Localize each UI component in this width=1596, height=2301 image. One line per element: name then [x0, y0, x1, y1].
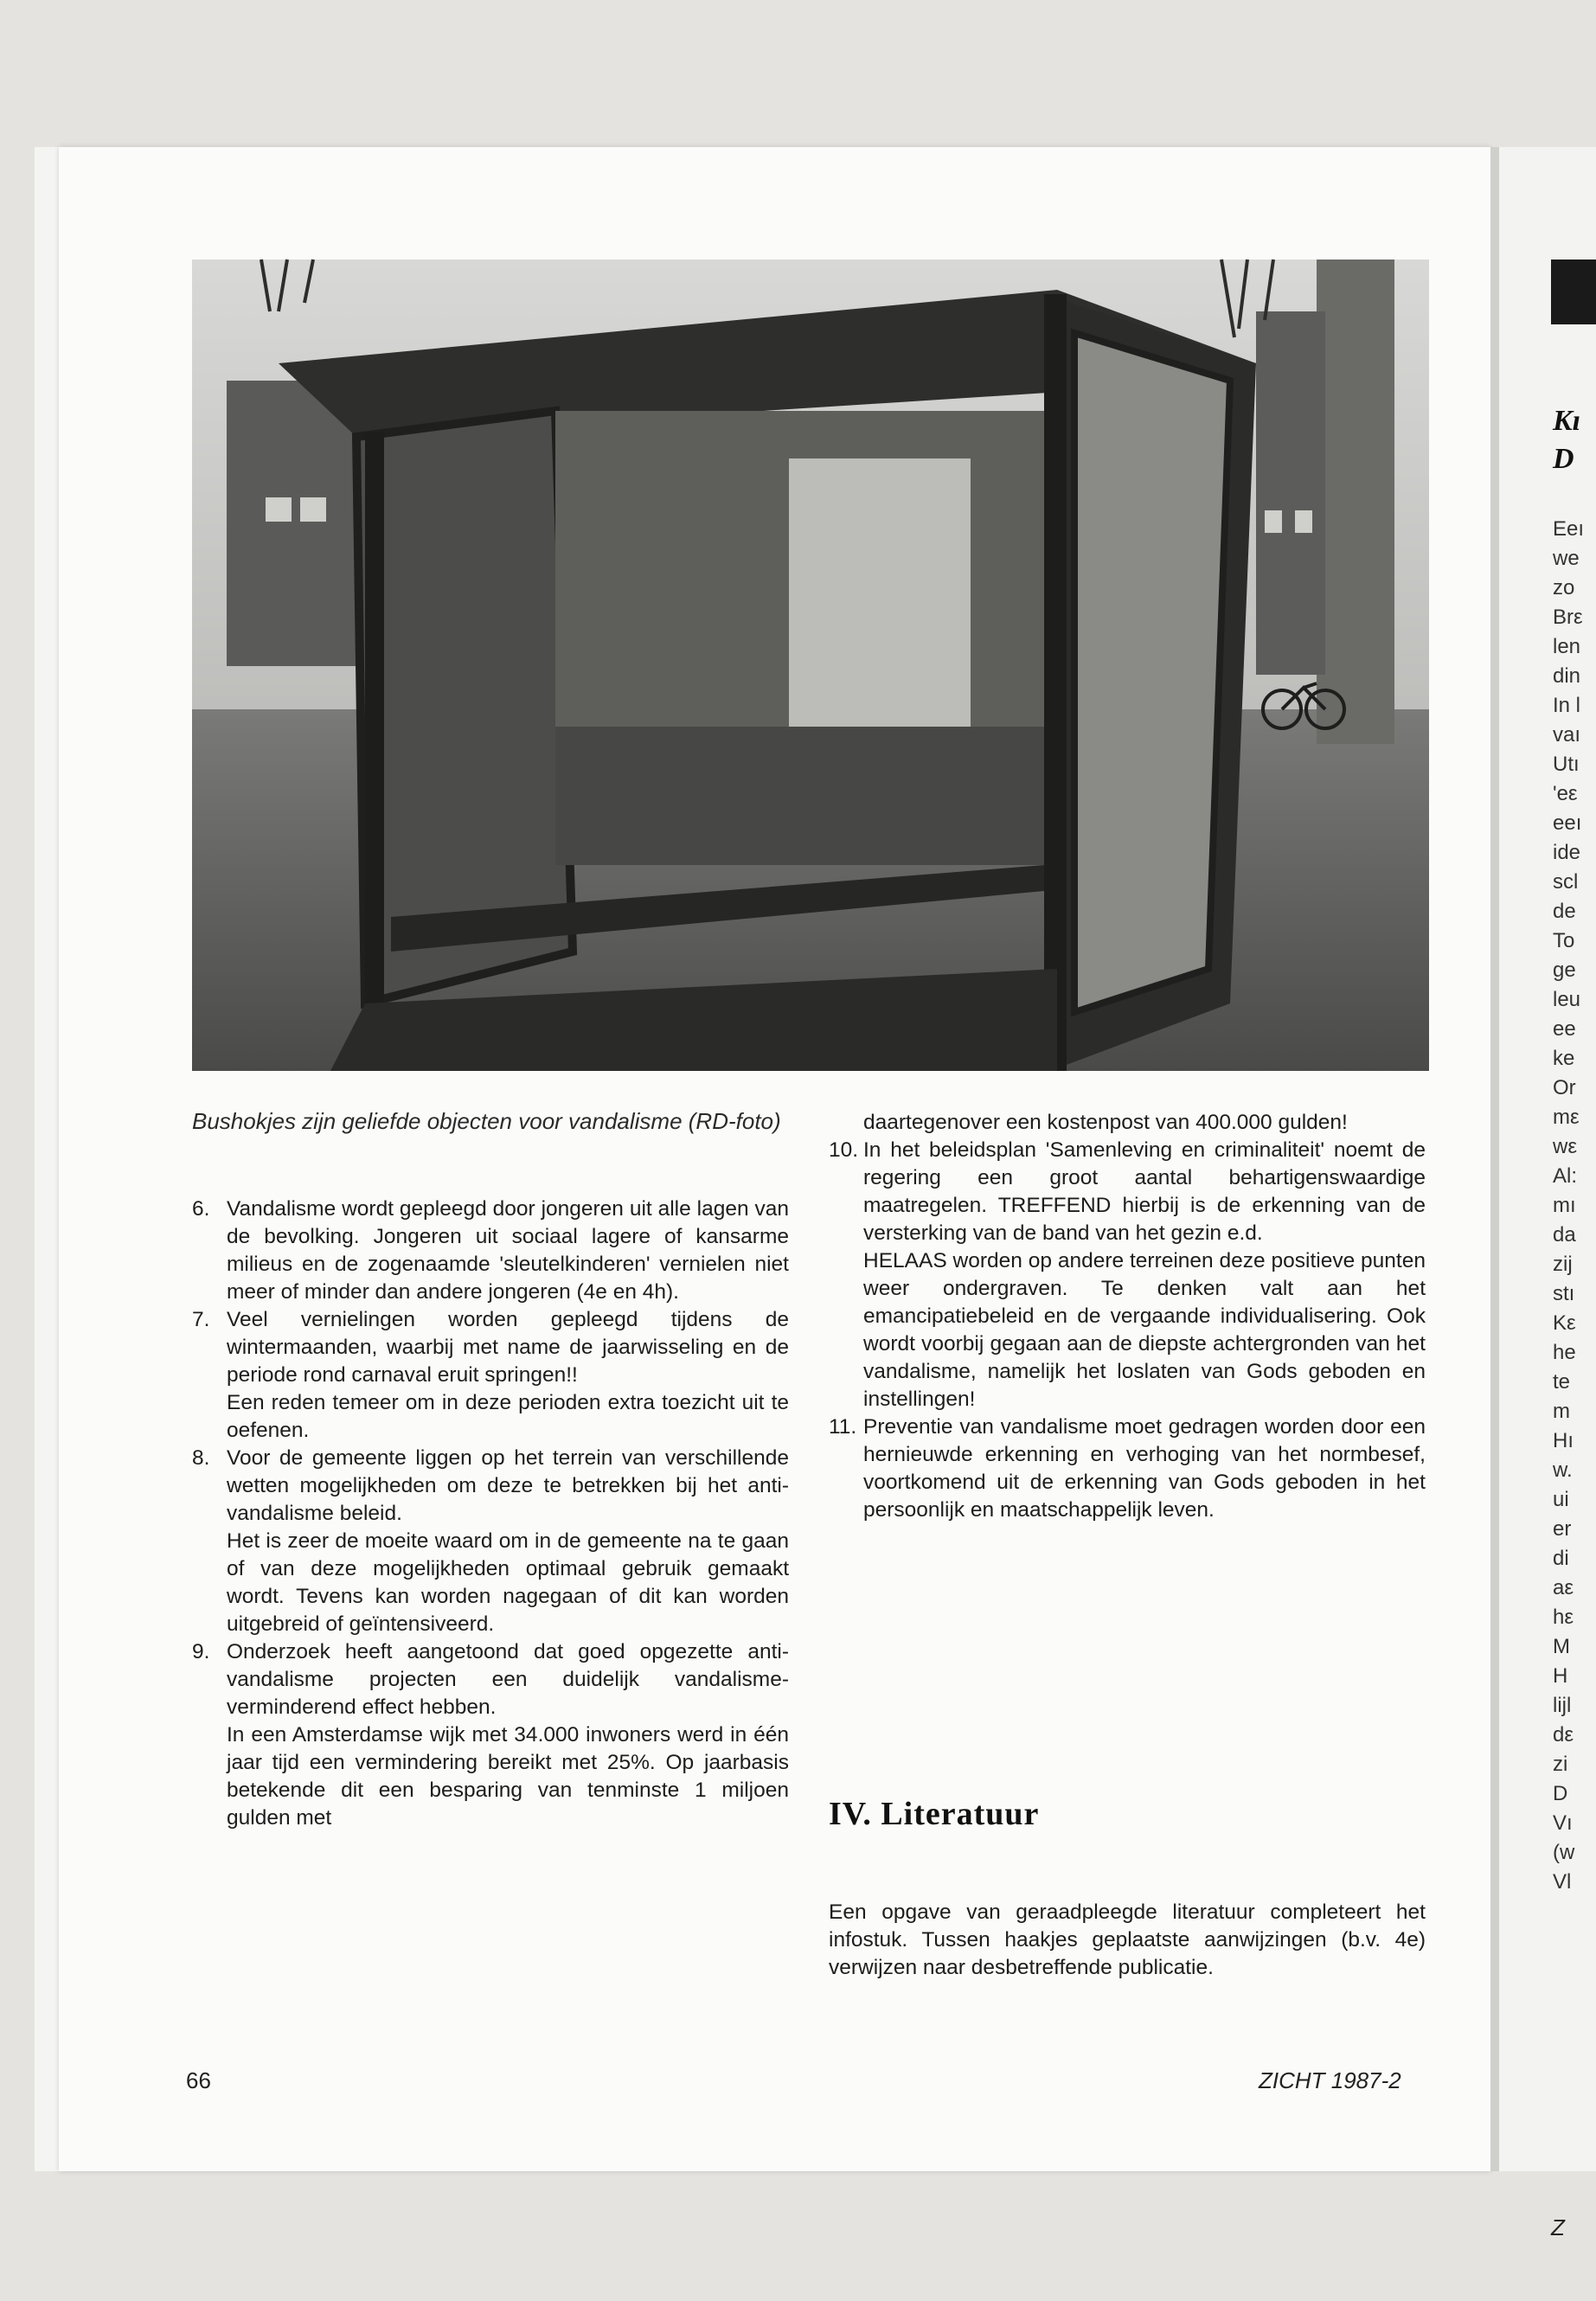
- item-number: 6.: [192, 1197, 210, 1221]
- next-page-heading: Kı D: [1553, 405, 1581, 475]
- item-number: 11.: [829, 1415, 857, 1439]
- item-body: [227, 1638, 789, 1832]
- continued-text: daartegenover een kostenpost van 400.000 gulden!: [863, 1111, 1348, 1134]
- next-page-badge: [1551, 260, 1596, 324]
- item-paragraph: Een reden temeer om in deze perioden extra toezicht uit te oefenen.: [227, 1391, 789, 1442]
- next-page-edge: [1499, 147, 1596, 2240]
- item-body: [863, 1137, 1426, 1413]
- list-item: [192, 1306, 789, 1445]
- item-body: [227, 1306, 789, 1445]
- page-number: 66: [186, 2067, 211, 2093]
- item-paragraph: Preventie van vandalisme moet gedragen worden door een hernieuwde erkenning en verhoging van het normbesef, voortkomend uit de erkenning van Gods geboden in het persoonlijk en maatschappelijk leven.: [863, 1415, 1426, 1522]
- item-number: 8.: [192, 1446, 210, 1470]
- photo-illustration: [192, 260, 1429, 1071]
- item-body: [227, 1195, 789, 1306]
- right-column: [829, 1109, 1426, 1524]
- photo-caption: Bushokjes zijn geliefde objecten voor vandalisme (RD-foto): [192, 1108, 781, 1134]
- section-intro: Een opgave van geraadpleegde literatuur completeert het infostuk. Tussen haakjes geplaatste aanwijzingen (b.v. 4e) verwijzen naar desbetreffende publicatie.: [829, 1900, 1426, 1979]
- next-page-footer: Z: [1551, 2214, 1565, 2240]
- item-paragraph: Onderzoek heeft aangetoond dat goed opgezette anti-vandalisme projecten een duidelijk vandalisme-verminderend effect hebben.: [227, 1640, 789, 1719]
- list-item: [192, 1638, 789, 1832]
- item-paragraph: Het is zeer de moeite waard om in de gemeente na te gaan of van deze mogelijkheden optimaal gebruik gemaakt wordt. Tevens kan worden nagegaan of dit kan worden uitgebreid of geïntensiveerd.: [227, 1529, 789, 1636]
- item-body: [863, 1413, 1426, 1524]
- item-paragraph: In een Amsterdamse wijk met 34.000 inwoners werd in één jaar tijd een vermindering bereikt met 25%. Op jaarbasis betekende dit een besparing van tenminste 1 miljoen gulden met: [227, 1723, 789, 1830]
- item-paragraph: In het beleidsplan 'Samenleving en criminaliteit' noemt de regering een groot aantal behartigenswaardige maatregelen. TREFFEND hierbij is de erkenning van de versterking van de band van het gezin e.d.: [863, 1138, 1426, 1245]
- next-page-text: Eeı we zo Brε len din In l vaı Utı 'eε eeı ide scl de To ge leu ee ke Or mε wε Al: mı da zij stı Kε he te m Hı w. ui er di aε hε M H lijl dε zi D Vı (w Vl: [1553, 517, 1585, 1894]
- bus-shelter-photo: [192, 260, 1429, 1071]
- item-paragraph: Voor de gemeente liggen op het terrein van verschillende wetten mogelijkheden om deze te betrekken bij het anti-vandalisme beleid.: [227, 1446, 789, 1525]
- section-heading: IV. Literatuur: [829, 1796, 1040, 1832]
- item-paragraph: HELAAS worden op andere terreinen deze positieve punten weer ondergraven. Te denken valt aan het emancipatiebeleid en de vergaande individualisering. Ook wordt voorbij gegaan aan de diepste achtergronden van het vandalisme, namelijk het loslaten van Gods geboden en instellingen!: [863, 1249, 1426, 1411]
- item-paragraph: Veel vernielingen worden gepleegd tijdens de wintermaanden, waarbij met name de jaarwisseling en de periode rond carnaval eruit springen!!: [227, 1308, 789, 1387]
- item-number: 10.: [829, 1138, 859, 1162]
- item-number: 7.: [192, 1308, 210, 1331]
- gutter: [1490, 147, 1499, 2171]
- item-number: 9.: [192, 1640, 210, 1663]
- left-column: [192, 1195, 789, 1832]
- item-body: [227, 1445, 789, 1638]
- list-item: [829, 1137, 1426, 1413]
- footer-title: ZICHT 1987-2: [1259, 2067, 1401, 2093]
- list-item: [192, 1195, 789, 1306]
- book-spine: [35, 147, 60, 2171]
- list-item: [829, 1413, 1426, 1524]
- list-item: [192, 1445, 789, 1638]
- item-paragraph: Vandalisme wordt gepleegd door jongeren uit alle lagen van de bevolking. Jongeren uit sociaal lagere of kansarme milieus en de zogenaamde 'sleutelkinderen' vernielen niet meer of minder dan andere jongeren (4e en 4h).: [227, 1197, 789, 1304]
